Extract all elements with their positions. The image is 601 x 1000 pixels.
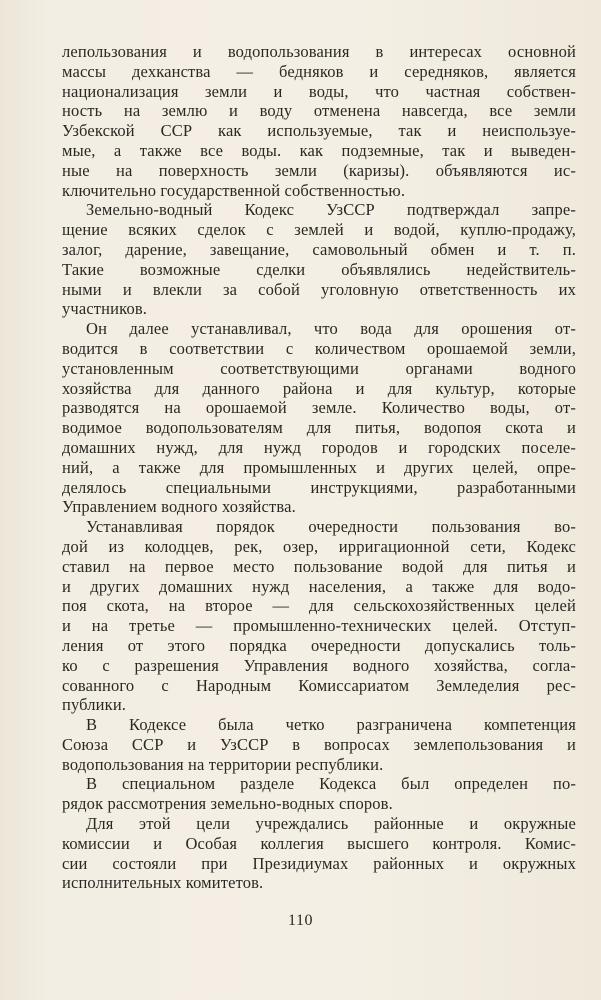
text-line: ко с разрешения Управления водного хозяйства, согла- xyxy=(62,655,576,675)
text-line: водопользования на территории республики. xyxy=(62,754,384,774)
text-line: В специальном разделе Кодекса был определен по- xyxy=(86,774,576,794)
text-line: Узбекской ССР как используемые, так и неиспользуе- xyxy=(62,121,576,141)
page-number: 110 xyxy=(288,912,313,929)
text-line: Для этой цели учреждались районные и окружные xyxy=(86,814,576,834)
body-text xyxy=(62,42,576,893)
text-line: ные на поверхность земли (каризы). объявляются ис- xyxy=(62,160,576,180)
text-line: щение всяких сделок с землей и водой, куплю-продажу, xyxy=(62,220,576,240)
text-line: ключительно государственной собственностью. xyxy=(62,180,406,200)
text-line: ными и влекли за собой уголовную ответственность их xyxy=(62,279,576,299)
text-line: Устанавливая порядок очередности пользования во- xyxy=(86,517,576,537)
text-line: дой из колодцев, рек, озер, ирригационной сети, Кодекс xyxy=(62,536,576,556)
text-line: В Кодексе была четко разграничена компетенция xyxy=(86,715,576,735)
text-line: сованного с Народным Комиссариатом Земледелия рес- xyxy=(62,675,576,695)
text-line: Он далее устанавливал, что вода для орошения от- xyxy=(86,319,576,339)
text-line: национализация земли и воды, что частная собствен- xyxy=(62,81,576,101)
text-line: ность на землю и воду отменена навсегда, все земли xyxy=(62,101,576,121)
text-line: публики. xyxy=(62,695,127,715)
text-line: ний, а также для промышленных и других целей, опре- xyxy=(62,457,576,477)
text-line: Такие возможные сделки объявлялись недействитель- xyxy=(62,259,576,279)
text-line: исполнительных комитетов. xyxy=(62,873,264,893)
text-line: и на третье — промышленно-технических целей. Отступ- xyxy=(62,616,576,636)
text-line: ставил на первое место пользование водой для питья и xyxy=(62,556,576,576)
text-line: ления от этого порядка очередности допускались толь- xyxy=(62,635,576,655)
text-line: водится в соответствии с количеством орошаемой земли, xyxy=(62,338,576,358)
text-line: Управлением водного хозяйства. xyxy=(62,497,296,517)
text-line: разводятся на орошаемой земле. Количество воды, от- xyxy=(62,398,576,418)
text-line: рядок рассмотрения земельно-водных споров. xyxy=(62,794,393,814)
text-line: участников. xyxy=(62,299,148,319)
text-line: комиссии и Особая коллегия высшего контроля. Комис- xyxy=(62,833,576,853)
text-line: сии состояли при Президиумах районных и окружных xyxy=(62,853,576,873)
text-line: лепользования и водопользования в интересах основной xyxy=(62,42,576,61)
text-line: мые, а также все воды. как подземные, так и выведен- xyxy=(62,140,576,160)
text-line: делялось специальными инструкциями, разработанными xyxy=(62,477,576,497)
text-line: и других домашних нужд населения, а также для водо- xyxy=(62,576,576,596)
text-line: хозяйства для данного района и для культур, которые xyxy=(62,378,576,398)
text-line: водимое водопользователям для питья, водопоя скота и xyxy=(62,418,576,438)
text-line: установленным соответствующими органами водного xyxy=(62,358,576,378)
text-line: поя скота, на второе — для сельскохозяйственных целей xyxy=(62,596,576,616)
text-line: массы дехканства — бедняков и середняков, является xyxy=(62,61,576,81)
text-line: домашних нужд, для нужд городов и городских поселе- xyxy=(62,437,576,457)
text-line: Земельно-водный Кодекс УзССР подтверждал запре- xyxy=(86,200,576,220)
text-line: Союза ССР и УзССР в вопросах землепользования и xyxy=(62,734,576,754)
text-line: залог, дарение, завещание, самовольный обмен и т. п. xyxy=(62,239,576,259)
